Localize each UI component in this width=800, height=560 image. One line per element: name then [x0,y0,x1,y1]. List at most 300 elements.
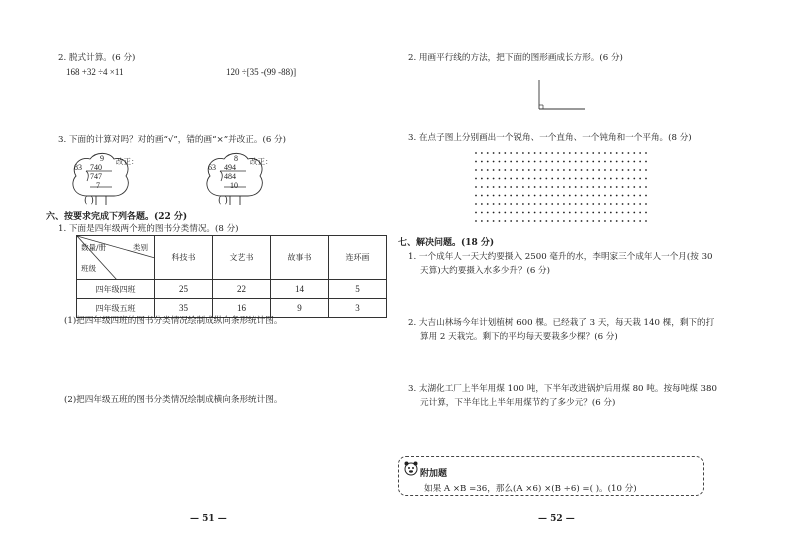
grid-dot[interactable] [639,186,641,188]
grid-dot[interactable] [545,161,547,163]
grid-dot[interactable] [622,152,624,154]
grid-dot[interactable] [557,161,559,163]
grid-dot[interactable] [604,212,606,214]
grid-dot[interactable] [522,220,524,222]
grid-dot[interactable] [604,161,606,163]
grid-dot[interactable] [581,152,583,154]
grid-dot[interactable] [493,178,495,180]
grid-dot[interactable] [504,152,506,154]
grid-dot[interactable] [540,178,542,180]
grid-dot[interactable] [586,152,588,154]
grid-dot[interactable] [540,152,542,154]
grid-dot[interactable] [540,195,542,197]
grid-dot[interactable] [504,169,506,171]
grid-dot[interactable] [551,178,553,180]
grid-dot[interactable] [516,220,518,222]
grid-dot[interactable] [516,178,518,180]
grid-dot[interactable] [633,169,635,171]
grid-dot[interactable] [522,161,524,163]
grid-dot[interactable] [628,212,630,214]
grid-dot[interactable] [575,203,577,205]
grid-dot[interactable] [528,186,530,188]
grid-dot[interactable] [534,186,536,188]
grid-dot[interactable] [622,195,624,197]
grid-dot[interactable] [563,152,565,154]
grid-dot[interactable] [516,169,518,171]
grid-dot[interactable] [610,195,612,197]
grid-dot[interactable] [499,195,501,197]
grid-dot[interactable] [628,178,630,180]
grid-dot[interactable] [616,152,618,154]
grid-dot[interactable] [622,169,624,171]
grid-dot[interactable] [475,220,477,222]
grid-dot[interactable] [510,169,512,171]
grid-dot[interactable] [487,161,489,163]
grid-dot[interactable] [499,203,501,205]
dividend: 494 [224,163,236,172]
grid-dot[interactable] [551,152,553,154]
problem-1-line-1: 1. 一个成年人一天大约要摄入 2500 毫升的水，李明家三个成年人一个月(按 30 [408,252,713,262]
grid-dot[interactable] [487,203,489,205]
grid-dot[interactable] [639,212,641,214]
grid-dot[interactable] [516,212,518,214]
grid-dot[interactable] [504,195,506,197]
grid-dot[interactable] [598,152,600,154]
grid-dot[interactable] [540,186,542,188]
grid-dot[interactable] [493,169,495,171]
grid-dot[interactable] [628,169,630,171]
grid-dot[interactable] [610,203,612,205]
grid-dot[interactable] [581,161,583,163]
grid-dot[interactable] [522,203,524,205]
grid-dot[interactable] [610,186,612,188]
table-cell: 5 [329,280,387,299]
grid-dot[interactable] [551,195,553,197]
grid-dot[interactable] [475,212,477,214]
book-category-table [76,235,387,318]
answer-blank[interactable]: ( ) [218,196,228,206]
grid-dot[interactable] [504,212,506,214]
grid-dot[interactable] [639,152,641,154]
grid-dot[interactable] [628,161,630,163]
grid-dot[interactable] [540,203,542,205]
grid-dot[interactable] [516,186,518,188]
grid-dot[interactable] [528,203,530,205]
grid-dot[interactable] [499,161,501,163]
grid-dot[interactable] [499,169,501,171]
grid-dot[interactable] [616,186,618,188]
grid-dot[interactable] [586,186,588,188]
grid-dot[interactable] [481,195,483,197]
section-6-title: 六、按要求完成下列各题。(22 分) [46,212,188,222]
grid-dot[interactable] [540,169,542,171]
grid-dot[interactable] [493,186,495,188]
page-number-left: — 51 — [190,514,227,524]
grid-dot[interactable] [487,195,489,197]
grid-dot[interactable] [557,220,559,222]
grid-dot[interactable] [622,186,624,188]
grid-dot[interactable] [493,195,495,197]
grid-dot[interactable] [557,195,559,197]
grid-dot[interactable] [563,212,565,214]
grid-dot[interactable] [504,178,506,180]
grid-dot[interactable] [586,169,588,171]
grid-dot[interactable] [592,169,594,171]
product: 747 [90,172,102,181]
grid-dot[interactable] [616,220,618,222]
grid-dot[interactable] [575,178,577,180]
grid-dot[interactable] [522,212,524,214]
grid-dot[interactable] [575,220,577,222]
grid-dot[interactable] [475,195,477,197]
grid-dot[interactable] [534,169,536,171]
grid-dot[interactable] [528,195,530,197]
grid-dot[interactable] [551,220,553,222]
grid-dot[interactable] [604,195,606,197]
grid-dot[interactable] [616,161,618,163]
grid-dot[interactable] [528,169,530,171]
grid-dot[interactable] [481,169,483,171]
grid-dot[interactable] [628,195,630,197]
grid-dot[interactable] [534,152,536,154]
grid-dot[interactable] [510,161,512,163]
grid-dot[interactable] [557,212,559,214]
grid-dot[interactable] [604,203,606,205]
grid-dot[interactable] [604,178,606,180]
grid-dot[interactable] [645,220,647,222]
grid-dot[interactable] [575,161,577,163]
grid-dot[interactable] [557,152,559,154]
grid-dot[interactable] [516,195,518,197]
grid-dot[interactable] [628,203,630,205]
grid-dot[interactable] [563,161,565,163]
grid-dot[interactable] [598,186,600,188]
grid-dot[interactable] [586,212,588,214]
grid-dot[interactable] [481,186,483,188]
grid-dot[interactable] [545,220,547,222]
grid-dot[interactable] [622,212,624,214]
grid-dot[interactable] [569,152,571,154]
remainder: 10 [230,181,238,190]
grid-dot[interactable] [528,220,530,222]
q2-right-title: 2. 用画平行线的方法，把下面的图形画成长方形。(6 分) [408,53,623,63]
table-header: 科技书 [155,236,213,280]
grid-dot[interactable] [487,152,489,154]
grid-dot[interactable] [534,203,536,205]
grid-dot[interactable] [610,220,612,222]
grid-dot[interactable] [534,195,536,197]
grid-dot[interactable] [616,169,618,171]
grid-dot[interactable] [540,220,542,222]
grid-dot[interactable] [557,169,559,171]
grid-dot[interactable] [633,186,635,188]
grid-dot[interactable] [622,178,624,180]
grid-dot[interactable] [639,220,641,222]
grid-dot[interactable] [510,220,512,222]
grid-dot[interactable] [551,212,553,214]
grid-dot[interactable] [475,169,477,171]
grid-dot[interactable] [645,161,647,163]
grid-dot[interactable] [598,161,600,163]
grid-dot[interactable] [481,203,483,205]
grid-dot[interactable] [493,212,495,214]
grid-dot[interactable] [622,161,624,163]
grid-dot[interactable] [563,186,565,188]
grid-dot[interactable] [504,186,506,188]
tree-problem-1 [66,150,146,208]
grid-dot[interactable] [616,203,618,205]
grid-dot[interactable] [557,178,559,180]
grid-dot[interactable] [516,152,518,154]
grid-dot[interactable] [645,178,647,180]
grid-dot[interactable] [545,152,547,154]
grid-dot[interactable] [487,186,489,188]
grid-dot[interactable] [551,169,553,171]
grid-dot[interactable] [604,186,606,188]
grid-dot[interactable] [569,169,571,171]
grid-dot[interactable] [586,161,588,163]
grid-dot[interactable] [545,186,547,188]
grid-dot[interactable] [516,161,518,163]
grid-dot[interactable] [639,203,641,205]
grid-dot[interactable] [616,178,618,180]
grid-dot[interactable] [475,161,477,163]
grid-dot[interactable] [592,212,594,214]
grid-dot[interactable] [499,178,501,180]
grid-dot[interactable] [639,178,641,180]
grid-dot[interactable] [581,220,583,222]
answer-blank[interactable]: ( ) [84,196,94,206]
grid-dot[interactable] [551,186,553,188]
grid-dot[interactable] [563,178,565,180]
grid-dot[interactable] [598,195,600,197]
grid-dot[interactable] [604,152,606,154]
grid-dot[interactable] [581,203,583,205]
grid-dot[interactable] [586,203,588,205]
grid-dot[interactable] [581,195,583,197]
correction-label: 改正： [116,157,139,166]
grid-dot[interactable] [563,220,565,222]
grid-dot[interactable] [545,195,547,197]
grid-dot[interactable] [645,152,647,154]
bonus-title: 附加题 [420,469,448,479]
grid-dot[interactable] [622,220,624,222]
table-cell: 14 [271,280,329,299]
grid-dot[interactable] [499,152,501,154]
grid-dot[interactable] [628,186,630,188]
grid-dot[interactable] [493,203,495,205]
grid-dot[interactable] [528,178,530,180]
grid-dot[interactable] [645,212,647,214]
grid-dot[interactable] [604,220,606,222]
grid-dot[interactable] [493,220,495,222]
grid-dot[interactable] [633,178,635,180]
grid-dot[interactable] [569,161,571,163]
grid-dot[interactable] [645,195,647,197]
bear-mascot-icon [403,460,419,476]
problem-1-line-2: 天算)大约要摄入水多少升？(6 分) [420,266,550,276]
grid-dot[interactable] [545,178,547,180]
grid-dot[interactable] [475,203,477,205]
grid-dot[interactable] [598,178,600,180]
grid-dot[interactable] [475,186,477,188]
grid-dot[interactable] [569,186,571,188]
grid-dot[interactable] [493,152,495,154]
grid-dot[interactable] [633,212,635,214]
grid-dot[interactable] [499,220,501,222]
dot-grid[interactable] [474,151,649,223]
grid-dot[interactable] [540,161,542,163]
grid-dot[interactable] [639,169,641,171]
grid-dot[interactable] [487,178,489,180]
grid-dot[interactable] [481,161,483,163]
grid-dot[interactable] [610,161,612,163]
grid-dot[interactable] [575,195,577,197]
grid-dot[interactable] [610,152,612,154]
grid-dot[interactable] [633,220,635,222]
grid-dot[interactable] [551,161,553,163]
page-number-right: — 52 — [538,514,575,524]
grid-dot[interactable] [628,220,630,222]
grid-dot[interactable] [540,212,542,214]
grid-dot[interactable] [563,169,565,171]
grid-dot[interactable] [499,186,501,188]
grid-dot[interactable] [510,212,512,214]
grid-dot[interactable] [510,186,512,188]
grid-dot[interactable] [504,161,506,163]
grid-dot[interactable] [563,203,565,205]
grid-dot[interactable] [586,220,588,222]
grid-dot[interactable] [551,203,553,205]
grid-dot[interactable] [522,152,524,154]
grid-dot[interactable] [616,195,618,197]
grid-dot[interactable] [528,161,530,163]
row-label: 四年级五班 [77,299,155,318]
grid-dot[interactable] [610,178,612,180]
grid-dot[interactable] [475,178,477,180]
grid-dot[interactable] [569,212,571,214]
grid-dot[interactable] [475,152,477,154]
grid-dot[interactable] [628,152,630,154]
table-corner-cell [77,236,155,280]
grid-dot[interactable] [569,195,571,197]
grid-dot[interactable] [645,203,647,205]
grid-dot[interactable] [633,203,635,205]
grid-dot[interactable] [610,169,612,171]
grid-dot[interactable] [534,220,536,222]
grid-dot[interactable] [545,203,547,205]
grid-dot[interactable] [557,203,559,205]
grid-dot[interactable] [592,203,594,205]
grid-dot[interactable] [598,220,600,222]
grid-dot[interactable] [534,161,536,163]
dividend: 740 [90,163,102,172]
grid-dot[interactable] [481,178,483,180]
grid-dot[interactable] [522,186,524,188]
grid-dot[interactable] [510,195,512,197]
grid-dot[interactable] [633,195,635,197]
grid-dot[interactable] [586,178,588,180]
grid-dot[interactable] [598,169,600,171]
quotient: 9 [100,154,104,163]
grid-dot[interactable] [528,152,530,154]
grid-dot[interactable] [575,169,577,171]
problem-3-line-1: 3. 太湖化工厂上半年用煤 100 吨，下半年改进锅炉后用煤 80 吨。按每吨煤 380 [408,384,717,394]
grid-dot[interactable] [575,212,577,214]
grid-dot[interactable] [639,161,641,163]
grid-dot[interactable] [487,169,489,171]
grid-dot[interactable] [592,178,594,180]
grid-dot[interactable] [592,186,594,188]
grid-dot[interactable] [487,220,489,222]
grid-dot[interactable] [522,178,524,180]
grid-dot[interactable] [545,212,547,214]
grid-dot[interactable] [504,220,506,222]
grid-dot[interactable] [510,178,512,180]
grid-dot[interactable] [616,212,618,214]
grid-dot[interactable] [487,212,489,214]
grid-dot[interactable] [510,203,512,205]
grid-dot[interactable] [499,212,501,214]
grid-dot[interactable] [569,178,571,180]
grid-dot[interactable] [581,178,583,180]
grid-dot[interactable] [557,186,559,188]
grid-dot[interactable] [598,203,600,205]
grid-dot[interactable] [639,195,641,197]
grid-dot[interactable] [581,212,583,214]
grid-dot[interactable] [592,220,594,222]
grid-dot[interactable] [569,203,571,205]
grid-dot[interactable] [563,195,565,197]
grid-dot[interactable] [522,169,524,171]
grid-dot[interactable] [493,161,495,163]
grid-dot[interactable] [645,186,647,188]
grid-dot[interactable] [581,169,583,171]
grid-dot[interactable] [481,220,483,222]
grid-dot[interactable] [581,186,583,188]
grid-dot[interactable] [633,161,635,163]
grid-dot[interactable] [504,203,506,205]
grid-dot[interactable] [569,220,571,222]
grid-dot[interactable] [592,152,594,154]
grid-dot[interactable] [610,212,612,214]
grid-dot[interactable] [622,203,624,205]
problem-2-line-1: 2. 大吉山林场今年计划植树 600 棵。已经栽了 3 天，每天栽 140 棵，剩下的打 [408,318,715,328]
grid-dot[interactable] [575,152,577,154]
grid-dot[interactable] [510,152,512,154]
grid-dot[interactable] [604,169,606,171]
problem-3-line-2: 元计算，下半年比上半年用煤节约了多少元？(6 分) [420,398,616,408]
grid-dot[interactable] [522,195,524,197]
grid-dot[interactable] [645,169,647,171]
table-header: 连环画 [329,236,387,280]
grid-dot[interactable] [545,169,547,171]
quotient: 8 [234,154,238,163]
grid-dot[interactable] [534,178,536,180]
grid-dot[interactable] [575,186,577,188]
grid-dot[interactable] [586,195,588,197]
grid-dot[interactable] [516,203,518,205]
grid-dot[interactable] [528,212,530,214]
grid-dot[interactable] [481,152,483,154]
grid-dot[interactable] [592,161,594,163]
grid-dot[interactable] [481,212,483,214]
grid-dot[interactable] [633,152,635,154]
sub-question-1: (1)把四年级四班的图书分类情况绘制成纵向条形统计图。 [64,316,283,326]
grid-dot[interactable] [598,212,600,214]
grid-dot[interactable] [534,212,536,214]
grid-dot[interactable] [592,195,594,197]
